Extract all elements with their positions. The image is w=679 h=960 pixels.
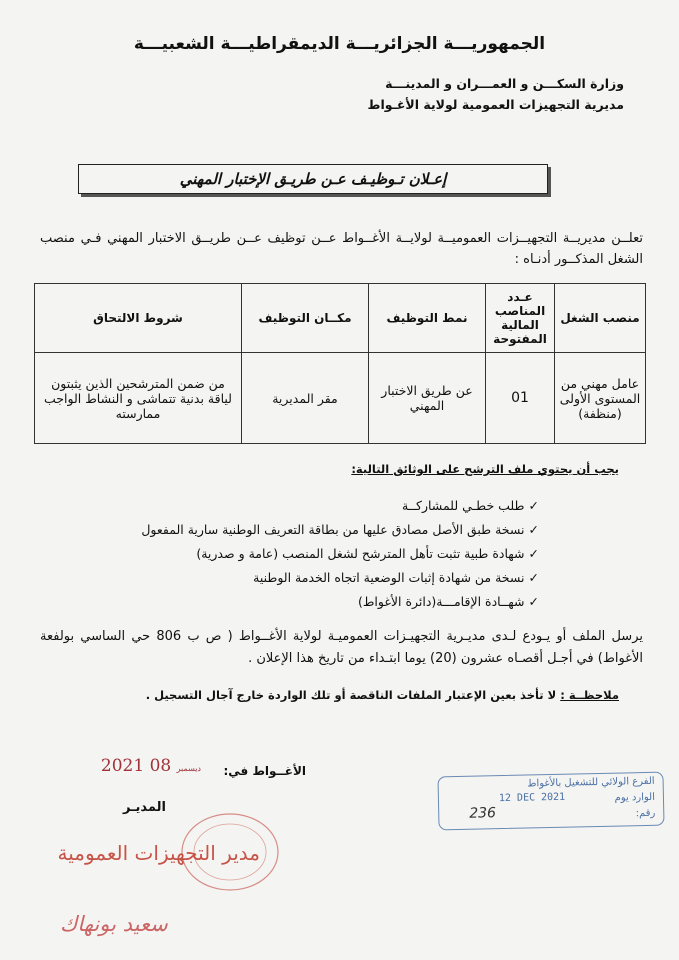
cell-conditions: من ضمن المترشحين الذين يثبتون لياقة بدنية تتماشى و النشاط الواجب ممارسته [35,353,242,444]
list-item: ✓ شهادة طبية تثبت تأهل المترشح لشغل المنصب (عامة و صدرية) [141,542,539,566]
handwritten-date [101,756,201,776]
seal-text: مدير التجهيزات العمومية [57,841,260,865]
header-count: عـدد المناصب المالية المفتوحة [486,284,555,353]
cell-place: مقر المديرية [242,353,369,444]
stamp-received-label: الوارد يوم [614,791,656,804]
note-label: ملاحظــة : [560,688,619,702]
cell-mode: عن طريق الاختبار المهني [369,353,486,444]
header-conditions: شروط الالتحاق [35,284,242,353]
list-item: ✓ شهــادة الإقامـــة(دائرة الأغواط) [141,590,539,614]
note [146,688,619,702]
documents-title: يجب أن يحتوي ملف الترشح على الوثائق التالية: [351,462,619,476]
director-seal-icon [30,812,280,892]
table-row [35,353,646,444]
directorate-name: مديرية التجهيزات العمومية لولاية الأغـواط [367,97,624,112]
stamp-number: 236 [469,805,497,822]
ministry-name: وزارة السكـــن و العمـــران و المدينـــة [385,76,624,91]
list-item: ✓ طلب خطـي للمشاركــة [141,494,539,518]
list-item: ✓ نسخة طبق الأصل مصادق عليها من بطاقة التعريف الوطنية سارية المفعول [141,518,539,542]
list-item: ✓ نسخة من شهادة إثبات الوضعية اتجاه الخدمة الوطنية [141,566,539,590]
table-header-row [35,284,646,353]
intro-paragraph: تعلــن مديريــة التجهيــزات العموميــة لولايــة الأغــواط عــن توظيف عــن طريــق الاختبار المهني فـي منصب الشغل المذكــور أدنـاه : [40,231,643,267]
stamp-number-label: رقم: [635,807,656,820]
date-month: ديسمبر [176,764,201,773]
date-day: 08 [149,756,172,776]
header-position: منصب الشغل [555,284,646,353]
place-date-label: الأغــواط في: [223,764,306,778]
header-place: مكــان التوظيف [242,284,369,353]
announcement-title: إعـلان تـوظيـف عـن طريـق الإختبار المهني [78,164,548,194]
submission-paragraph: يرسل الملف أو يـودع لـدى مديـرية التجهيـزات العموميـة لولاية الأغــواط ( ص ب 806 حي الساسي بولفعة الأغواط) في أجـل أقصـاه عشرون (20) يوما ابتـداء من تاريخ هذا الإعلان . [40,629,643,666]
cell-position: عامل مهني من المستوى الأولى (منظفة) [555,353,646,444]
director-signature: سعيد بونهاك [60,912,168,936]
date-year: 2021 [100,756,145,776]
jobs-table [34,283,646,444]
director-title: المديـر [123,800,166,815]
received-stamp [437,772,664,831]
republic-header: الجمهوريـــة الجزائريـــة الديمقراطيـــة الشعبيـــة [133,34,546,54]
note-text: لا تأخذ بعين الإعتبار الملفات الناقصة أو تلك الواردة خارج آجال التسجيل . [145,688,557,702]
cell-count: 01 [486,353,555,444]
stamp-date: 12 DEC 2021 [498,791,566,805]
stamp-office: الفرع الولائي للتشغيل بالأغواط [527,775,655,790]
header-mode: نمط التوظيف [369,284,486,353]
documents-list [141,494,539,614]
